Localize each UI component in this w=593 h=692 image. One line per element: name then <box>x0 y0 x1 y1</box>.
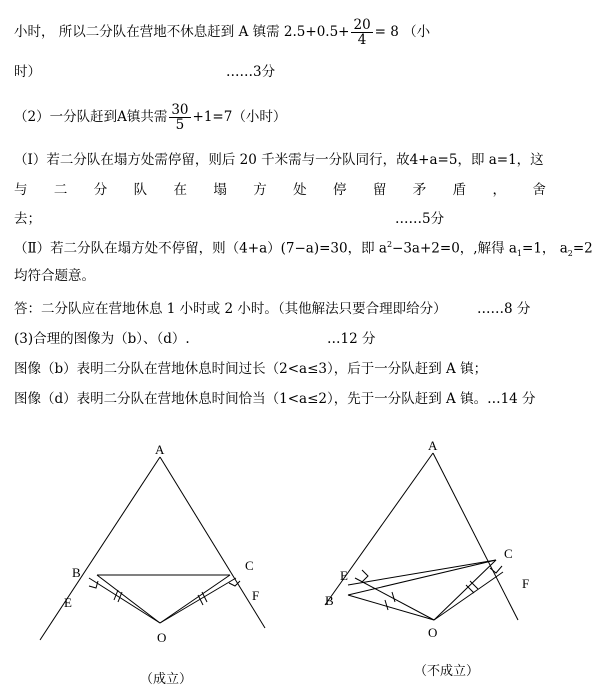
fraction-numerator: 20 <box>353 17 371 33</box>
vertex-label: O <box>157 630 167 645</box>
vertex-label: B <box>325 593 334 608</box>
line-5-char: ， <box>492 182 506 198</box>
line-9: 答：二分队应在营地休息 1 小时或 2 小时。（其他解法只要合理即给分） <box>14 301 447 317</box>
fraction-denominator: 4 <box>357 32 367 49</box>
fraction-30-over-5 <box>169 103 190 132</box>
line-5-char: 在 <box>173 182 187 198</box>
vertex-label: F <box>252 588 260 603</box>
tick-mark <box>392 592 395 602</box>
right-angle-mark <box>362 570 368 582</box>
left-geometry-figure <box>0 430 280 660</box>
vertex-label: F <box>522 576 530 591</box>
line-5-char: 与 <box>14 182 28 198</box>
line-4: （Ⅰ）若二分队在塌方处需停留，则后 20 千米需与一分队同行，故4+a=5，即 a=1，这 <box>14 152 544 168</box>
right-angle-mark <box>490 566 502 573</box>
right-geometry-figure <box>300 430 559 650</box>
line-7-text-a: （Ⅱ）若二分队在塌方处不停留，则（4+a）(7−a)=30，即 a <box>14 240 387 257</box>
line-5-char: 留 <box>372 182 387 198</box>
vertex-label: A <box>155 442 165 457</box>
line-6-score: ……5分 <box>395 211 445 227</box>
right-angle-mark <box>89 581 98 588</box>
line-5-char: 塌 <box>213 182 227 198</box>
line-10-score: …12 分 <box>327 331 376 347</box>
line-5-char: 方 <box>253 182 267 198</box>
line-7 <box>14 241 593 258</box>
vertex-label: C <box>245 558 254 573</box>
subscript: 2 <box>567 249 573 259</box>
fraction-20-over-4 <box>351 18 372 47</box>
line-3 <box>14 103 286 132</box>
fraction-denominator: 5 <box>175 117 185 134</box>
line-5-char: 二 <box>53 182 68 198</box>
line-5 <box>14 184 546 198</box>
line-1-text-b: = 8 （小 <box>374 24 431 41</box>
line-ab-extended <box>40 457 160 640</box>
line-1-text-a: 小时， 所以二分队在营地不休息赶到 A 镇需 2.5+0.5+ <box>14 24 350 41</box>
line-10: (3)合理的图像为（b）、（d）. <box>14 331 190 347</box>
segment-eo <box>89 578 160 623</box>
line-7-text-c: =1， a <box>522 240 568 257</box>
line-5-char: 处 <box>293 182 307 198</box>
segment-bo <box>97 575 160 623</box>
fraction-numerator: 30 <box>171 102 189 118</box>
exponent: 2 <box>386 240 393 249</box>
tick-mark <box>470 581 478 589</box>
line-3-text-a: （2）一分队赶到A镇共需 <box>14 109 168 126</box>
vertex-label: A <box>428 438 438 453</box>
segment-fo <box>434 572 503 620</box>
line-ac-extended <box>433 453 518 620</box>
line-7-text-d: =2 <box>572 240 593 257</box>
line-8: 均符合题意。 <box>14 268 95 284</box>
line-2-text-a: 时） <box>14 64 41 80</box>
line-3-text-b: +1=7（小时） <box>192 109 287 126</box>
vertex-label: E <box>340 568 348 583</box>
tick-mark <box>202 592 207 602</box>
line-5-char: 舍 <box>532 182 546 198</box>
segment-fo <box>160 578 236 623</box>
line-5-char: 矛 <box>412 182 427 198</box>
vertex-label: O <box>428 625 438 640</box>
segment-co <box>160 575 230 623</box>
line-6: 去； <box>14 211 41 227</box>
line-5-char: 队 <box>133 182 148 198</box>
line-12: 图像（d）表明二分队在营地休息时间恰当（1<a≤2），先于一分队赶到 A 镇。…14 分 <box>14 391 536 407</box>
line-5-char: 盾 <box>452 182 467 198</box>
line-ac-extended <box>160 457 265 628</box>
segment-bo <box>348 595 434 620</box>
vertex-label: E <box>64 595 72 610</box>
tick-mark <box>466 585 474 593</box>
line-5-char: 分 <box>93 182 108 198</box>
segment-bc <box>348 560 496 595</box>
line-9-score: ……8 分 <box>477 301 531 317</box>
right-figure-caption: （不成立） <box>414 664 480 679</box>
line-2 <box>14 66 41 80</box>
line-11: 图像（b）表明二分队在营地休息时间过长（2<a≤3），后于一分队赶到 A 镇； <box>14 361 488 377</box>
left-figure-caption: （成立） <box>140 672 193 687</box>
line-1 <box>14 18 430 47</box>
line-5-char: 停 <box>333 182 347 198</box>
vertex-label: B <box>72 565 81 580</box>
vertex-label: C <box>504 546 513 561</box>
line-7-text-b: −3a+2=0，,解得 a <box>392 240 517 257</box>
line-2-score: ……3分 <box>226 64 276 80</box>
tick-mark <box>385 600 388 610</box>
subscript: 1 <box>516 249 523 259</box>
tick-mark <box>114 590 118 600</box>
